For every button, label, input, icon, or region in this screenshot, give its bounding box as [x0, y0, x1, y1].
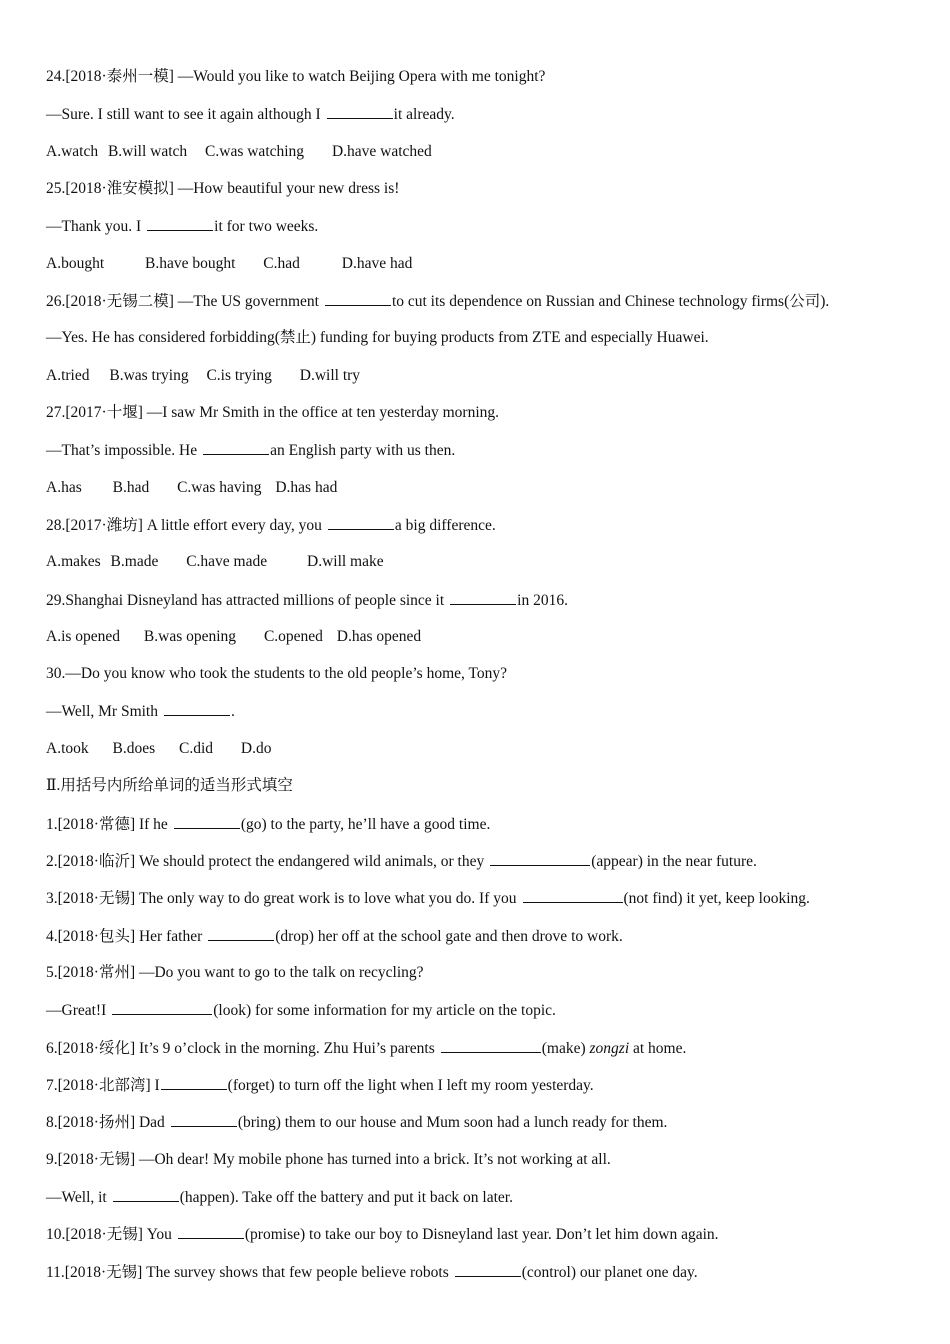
q26-stem	[46, 291, 829, 312]
q30-reply-end: .	[231, 703, 235, 720]
q28-option-b: B.made	[110, 553, 159, 570]
q28-blank	[328, 515, 394, 530]
q25-stem: 25.[2018·淮安模拟] —How beautiful your new dress is!	[46, 180, 400, 197]
f5-blank	[112, 1000, 212, 1015]
f9-text: —Well, it	[46, 1189, 107, 1206]
q28-options	[46, 552, 384, 572]
f8-text-end: (bring) them to our house and Mum soon had a lunch ready for them.	[237, 1114, 668, 1131]
f1-text: 1.[2018·常德] If he	[46, 816, 168, 833]
q24-option-b: B.will watch	[107, 143, 188, 160]
q26-stem-end: to cut its dependence on Russian and Chinese technology firms(公司).	[391, 293, 830, 310]
q25-reply-end: it for two weeks.	[214, 218, 319, 235]
f1-text-end: (go) to the party, he’ll have a good time.	[240, 816, 491, 833]
q25-options	[46, 254, 412, 274]
q24-option-c: C.was watching	[205, 143, 305, 160]
q29-stem-text: 29.Shanghai Disneyland has attracted millions of people since it	[46, 592, 445, 609]
q29-option-d: D.has opened	[336, 628, 422, 645]
q30-options	[46, 739, 271, 759]
q25-reply	[46, 216, 318, 237]
q24-reply-text: —Sure. I still want to see it again although I	[46, 106, 321, 123]
q28-option-d: D.will make	[307, 553, 384, 570]
f3-item	[46, 888, 810, 909]
q28-stem	[46, 515, 496, 536]
q24-stem: 24.[2018·泰州一模] —Would you like to watch Beijing Opera with me tonight?	[46, 68, 546, 85]
f2-text-end: (appear) in the near future.	[591, 853, 757, 870]
f8-blank	[171, 1112, 237, 1127]
q24-reply	[46, 104, 455, 125]
f5-text-end: (look) for some information for my article on the topic.	[213, 1002, 556, 1019]
q27-option-d: D.has had	[275, 479, 338, 496]
f7-text: 7.[2018·北部湾] I	[46, 1077, 160, 1094]
q27-reply-end: an English party with us then.	[270, 442, 456, 459]
f7-item	[46, 1075, 594, 1096]
q24-options	[46, 142, 432, 162]
q24-blank	[327, 104, 393, 119]
f5-stem: 5.[2018·常州] —Do you want to go to the talk on recycling?	[46, 964, 424, 981]
f7-text-end: (forget) to turn off the light when I left my room yesterday.	[227, 1077, 594, 1094]
q30-option-d: D.do	[240, 740, 272, 757]
f11-text: 11.[2018·无锡] The survey shows that few people believe robots	[46, 1264, 449, 1281]
q25-reply-text: —Thank you. I	[46, 218, 142, 235]
f6-text: 6.[2018·绥化] It’s 9 o’clock in the morning. Zhu Hui’s parents	[46, 1040, 435, 1057]
q30-option-b: B.does	[112, 740, 156, 757]
q26-reply: —Yes. He has considered forbidding(禁止) funding for buying products from ZTE and especially Huawei.	[46, 329, 709, 346]
f3-text: 3.[2018·无锡] The only way to do great work is to love what you do. If you	[46, 890, 517, 907]
q24-option-d: D.have watched	[331, 143, 432, 160]
q29-option-a: A.is opened	[46, 628, 121, 645]
q27-options	[46, 478, 337, 498]
f2-item	[46, 851, 757, 872]
f6-item	[46, 1038, 686, 1059]
q25-option-c: C.had	[263, 255, 300, 272]
f6-text-end: at home.	[633, 1040, 687, 1057]
f10-item	[46, 1224, 719, 1245]
q29-option-c: C.opened	[263, 628, 323, 645]
q27-reply	[46, 440, 455, 461]
q28-option-a: A.makes	[46, 553, 101, 570]
f10-text: 10.[2018·无锡] You	[46, 1226, 172, 1243]
f9-item	[46, 1187, 513, 1208]
q30-stem: 30.—Do you know who took the students to the old people’s home, Tony?	[46, 665, 508, 682]
q26-blank	[325, 291, 391, 306]
q25-option-b: B.have bought	[145, 255, 236, 272]
q27-option-a: A.has	[46, 479, 82, 496]
q29-stem	[46, 590, 568, 611]
f1-item	[46, 814, 490, 835]
q29-stem-end: in 2016.	[517, 592, 568, 609]
q30-option-c: C.did	[179, 740, 214, 757]
f10-blank	[178, 1224, 244, 1239]
f4-text-end: (drop) her off at the school gate and then drove to work.	[275, 928, 623, 945]
f3-blank	[523, 888, 623, 903]
q30-option-a: A.took	[46, 740, 89, 757]
f2-text: 2.[2018·临沂] We should protect the endangered wild animals, or they	[46, 853, 485, 870]
q28-stem-text: 28.[2017·潍坊] A little effort every day, you	[46, 517, 322, 534]
f5-text: —Great!I	[46, 1002, 107, 1019]
f4-text: 4.[2018·包头] Her father	[46, 928, 203, 945]
f11-item	[46, 1262, 698, 1283]
f6-blank	[441, 1038, 541, 1053]
f9-text-end: (happen). Take off the battery and put it back on later.	[179, 1189, 513, 1206]
f11-text-end: (control) our planet one day.	[521, 1264, 698, 1281]
f6-italic-word: zongzi	[589, 1040, 630, 1057]
f9-blank	[113, 1187, 179, 1202]
f7-blank	[161, 1075, 227, 1090]
f2-blank	[490, 851, 590, 866]
q28-stem-end: a big difference.	[394, 517, 496, 534]
f9-stem: 9.[2018·无锡] —Oh dear! My mobile phone has turned into a brick. It’s not working at all.	[46, 1151, 611, 1168]
q26-options	[46, 366, 360, 386]
q30-blank	[164, 701, 230, 716]
q26-stem-text: 26.[2018·无锡二模] —The US government	[46, 293, 319, 310]
f5-item	[46, 1000, 556, 1021]
q25-option-d: D.have had	[341, 255, 413, 272]
f10-text-end: (promise) to take our boy to Disneyland last year. Don’t let him down again.	[244, 1226, 719, 1243]
q27-option-b: B.had	[112, 479, 150, 496]
q26-option-c: C.is trying	[206, 367, 272, 384]
q27-stem: 27.[2017·十堰] —I saw Mr Smith in the office at ten yesterday morning.	[46, 404, 499, 421]
q26-option-a: A.tried	[46, 367, 90, 384]
f6-text-mid: (make)	[541, 1040, 586, 1057]
f1-blank	[174, 814, 240, 829]
q27-blank	[203, 440, 269, 455]
f4-blank	[208, 926, 274, 941]
q29-option-b: B.was opening	[143, 628, 237, 645]
q25-blank	[147, 216, 213, 231]
q30-reply	[46, 701, 235, 722]
q30-reply-text: —Well, Mr Smith	[46, 703, 158, 720]
f3-text-end: (not find) it yet, keep looking.	[623, 890, 810, 907]
q27-option-c: C.was having	[177, 479, 262, 496]
q24-option-a: A.watch	[46, 143, 99, 160]
f8-text: 8.[2018·扬州] Dad	[46, 1114, 165, 1131]
q28-option-c: C.have made	[186, 553, 268, 570]
f11-blank	[455, 1262, 521, 1277]
q29-blank	[450, 590, 516, 605]
q26-option-d: D.will try	[299, 367, 361, 384]
f4-item	[46, 926, 623, 947]
q25-option-a: A.bought	[46, 255, 105, 272]
section-2-title: Ⅱ.用括号内所给单词的适当形式填空	[46, 777, 293, 794]
q29-options	[46, 627, 421, 647]
q27-reply-text: —That’s impossible. He	[46, 442, 198, 459]
f8-item	[46, 1112, 667, 1133]
q26-option-b: B.was trying	[109, 367, 189, 384]
q24-reply-end: it already.	[393, 106, 455, 123]
